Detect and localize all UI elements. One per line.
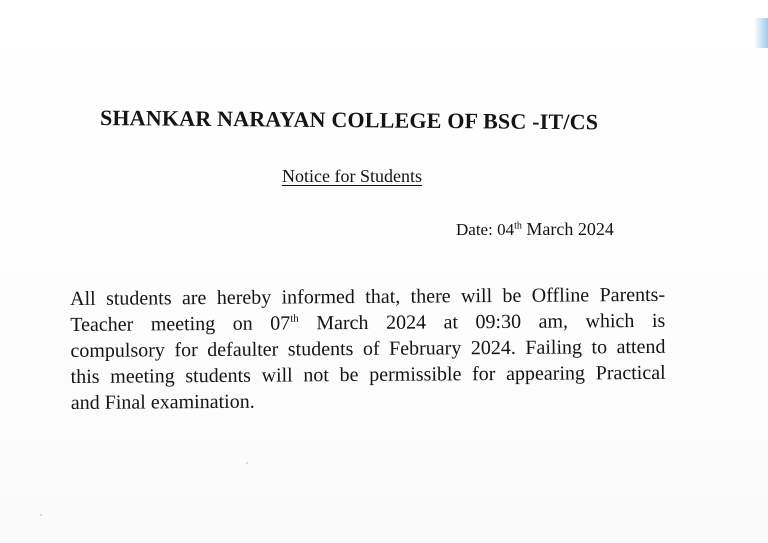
paper-speck [246,462,248,464]
body-line-1: All students are hereby informed that, there will be Offline Parents- [70,283,666,310]
body-line-2-end: March 2024 at 09:30 am, which is [298,309,666,335]
notice-heading: Notice for Students [282,166,422,186]
scan-edge-shade [754,18,768,48]
date-ordinal: th [514,220,522,232]
body-line-3: compulsory for defaulter students of February 2024. Failing to attend [70,335,666,362]
body-line-2-ordinal: th [290,312,299,325]
body-line-5: and Final examination. [70,390,255,414]
body-line-4: this meeting students will not be permissible for appearing Practical [70,361,666,388]
notice-date [456,219,614,240]
college-title: SHANKAR NARAYAN COLLEGE OF BSC -IT/CS [99,105,599,135]
date-month-year: March 2024 [521,219,614,239]
date-prefix: Date: 04 [456,220,515,239]
notice-body [70,282,666,416]
body-line-2-start: Teacher meeting on 07 [70,312,291,336]
paper-speck [40,514,42,516]
